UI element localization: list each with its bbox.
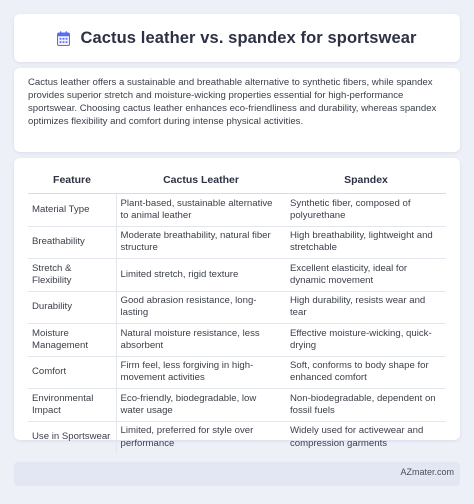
- cactus-leather-cell: Moderate breathability, natural fiber structure: [116, 226, 286, 259]
- brand-link[interactable]: AZmater.com: [400, 467, 454, 477]
- spandex-cell: High durability, resists wear and tear: [286, 291, 446, 324]
- feature-cell: Breathability: [28, 226, 116, 259]
- feature-cell: Stretch & Flexibility: [28, 259, 116, 292]
- table-row: [28, 226, 446, 259]
- footer-bar: [14, 462, 460, 486]
- spandex-cell: Excellent elasticity, ideal for dynamic movement: [286, 259, 446, 292]
- table-row: [28, 259, 446, 292]
- feature-cell: Environmental Impact: [28, 389, 116, 422]
- comparison-card: [14, 158, 460, 449]
- cactus-leather-cell: Plant-based, sustainable alternative to animal leather: [116, 194, 286, 227]
- spandex-cell: Soft, conforms to body shape for enhanced comfort: [286, 356, 446, 389]
- table-row: [28, 389, 446, 422]
- table-row: [28, 421, 446, 454]
- spandex-cell: Non-biodegradable, dependent on fossil fuels: [286, 389, 446, 422]
- cactus-leather-cell: Good abrasion resistance, long-lasting: [116, 291, 286, 324]
- spandex-cell: Synthetic fiber, composed of polyurethane: [286, 194, 446, 227]
- cactus-leather-cell: Natural moisture resistance, less absorbent: [116, 324, 286, 357]
- feature-cell: Comfort: [28, 356, 116, 389]
- feature-cell: Material Type: [28, 194, 116, 227]
- header-spandex: Spandex: [286, 166, 446, 194]
- header-feature: Feature: [28, 166, 116, 194]
- cactus-leather-cell: Limited, preferred for style over performance: [120, 425, 254, 449]
- cactus-leather-cell: Limited stretch, rigid texture: [116, 259, 286, 292]
- table-row: [28, 194, 446, 227]
- title-card: [14, 14, 460, 62]
- spandex-cell: Effective moisture-wicking, quick-drying: [286, 324, 446, 357]
- intro-paragraph: Cactus leather offers a sustainable and breathable alternative to synthetic fibers, while spandex provides superior stretch and moisture-wicking properties essential for high-performance sportswear. Choosing cactus leather enhances eco-friendliness and durability, whereas spandex optimizes flexibility and comfort during intense physical activities.: [28, 77, 437, 127]
- page-title: Cactus leather vs. spandex for sportswear: [80, 28, 417, 47]
- table-row: [28, 291, 446, 324]
- table-row: [28, 356, 446, 389]
- intro-card: [14, 68, 460, 152]
- table-header-row: [28, 166, 446, 194]
- comparison-table: [28, 166, 446, 454]
- calendar-icon: [57, 31, 70, 46]
- table-row: [28, 324, 446, 357]
- feature-cell: Use in Sportswear: [28, 421, 116, 454]
- header-cactus-leather: Cactus Leather: [116, 166, 286, 194]
- feature-cell: Durability: [28, 291, 116, 324]
- cactus-leather-cell: Eco-friendly, biodegradable, low water usage: [116, 389, 286, 422]
- cactus-leather-cell: Firm feel, less forgiving in high-movement activities: [116, 356, 286, 389]
- spandex-cell: High breathability, lightweight and stretchable: [286, 226, 446, 259]
- spandex-cell: Widely used for activewear and compression garments: [290, 425, 424, 449]
- feature-cell: Moisture Management: [28, 324, 116, 357]
